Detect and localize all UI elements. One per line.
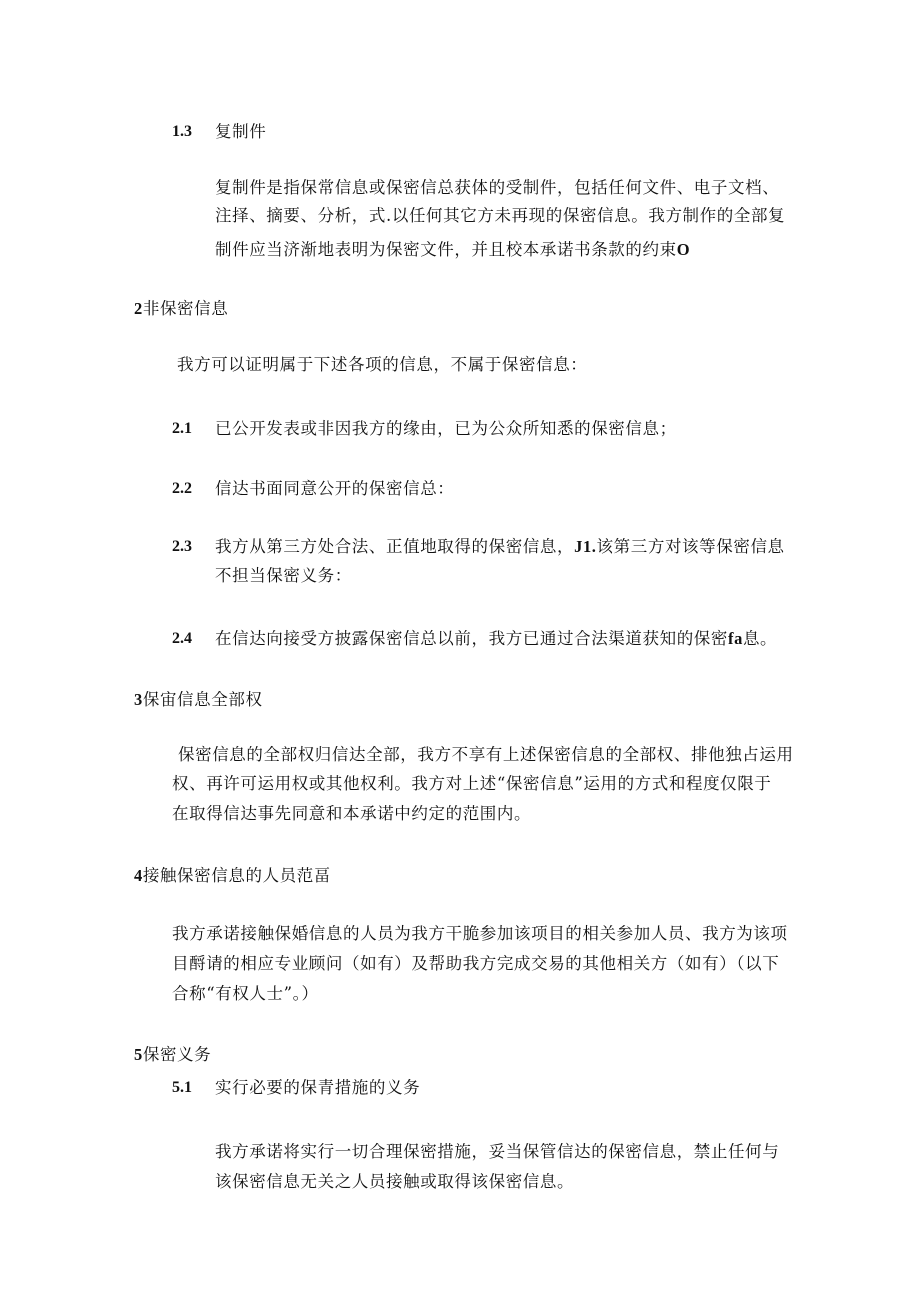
paragraph-line: 制件应当济渐地表明为保密文件，并且校本承诺书条款的约束O bbox=[215, 240, 691, 259]
subsection-number: 5.1 bbox=[172, 1079, 192, 1096]
paragraph-line: 目酹请的相应专业顾问（如有）及帮助我方完成交易的其他相关方（如有）（以下 bbox=[172, 954, 780, 973]
section-heading: 4接触保密信息的人员范畐 bbox=[134, 866, 331, 885]
item-number: 2.3 bbox=[172, 538, 192, 555]
paragraph-line: 我方承诺接触保婚信息的人员为我方干脆参加该项目的相关参加人员、我方为该项 bbox=[172, 924, 788, 943]
paragraph-line: 我方可以证明属于下述各项的信息，不属于保密信息： bbox=[177, 355, 588, 374]
section-title: 复制件 bbox=[215, 122, 267, 141]
paragraph-line: 在取得信达事先同意和本承诺中约定的范围内。 bbox=[172, 804, 532, 823]
item-text: 我方从第三方处合法、正值地取得的保密信息，J1.该第三方对该等保密信息 bbox=[215, 537, 785, 556]
paragraph-line: 注择、摘要、分析，式.以任何其它方未再现的保密信息。我方制作的全部复 bbox=[215, 206, 786, 225]
paragraph-line: 保密信息的全部权归信达全部，我方不享有上述保密信息的全部权、排他独占运用 bbox=[178, 745, 794, 764]
item-text: 信达书面同意公开的保密信总： bbox=[215, 479, 455, 498]
item-text: 已公开发表或非因我方的缘由，已为公众所知悉的保密信息； bbox=[215, 419, 677, 438]
section-number: 1.3 bbox=[172, 123, 192, 140]
subsection-title: 实行必要的保青措施的义务 bbox=[215, 1078, 421, 1097]
paragraph-line: 复制件是指保常信息或保密信总获体的受制件，包括任何文件、电子文档、 bbox=[215, 178, 780, 197]
section-heading: 3保宙信息全部权 bbox=[134, 690, 263, 709]
item-text-continued: 不担当保密义务： bbox=[215, 566, 352, 585]
section-heading: 5保密义务 bbox=[134, 1045, 212, 1064]
paragraph-line: 该保密信息无关之人员接触或取得该保密信息。 bbox=[215, 1172, 575, 1191]
paragraph-line: 我方承诺将实行一切合理保密措施，妥当保管信达的保密信息，禁止任何与 bbox=[215, 1142, 780, 1161]
item-text: 在信达向接受方披露保密信总以前，我方已通过合法渠道获知的保密fa息。 bbox=[215, 629, 778, 648]
item-number: 2.2 bbox=[172, 480, 192, 497]
section-heading: 2非保密信息 bbox=[134, 299, 229, 318]
paragraph-line: 权、再许可运用权或其他权利。我方对上述“保密信息”运用的方式和程度仅限于 bbox=[172, 774, 772, 793]
item-number: 2.1 bbox=[172, 420, 192, 437]
paragraph-line: 合称“有权人士”。） bbox=[172, 984, 319, 1003]
item-number: 2.4 bbox=[172, 630, 192, 647]
